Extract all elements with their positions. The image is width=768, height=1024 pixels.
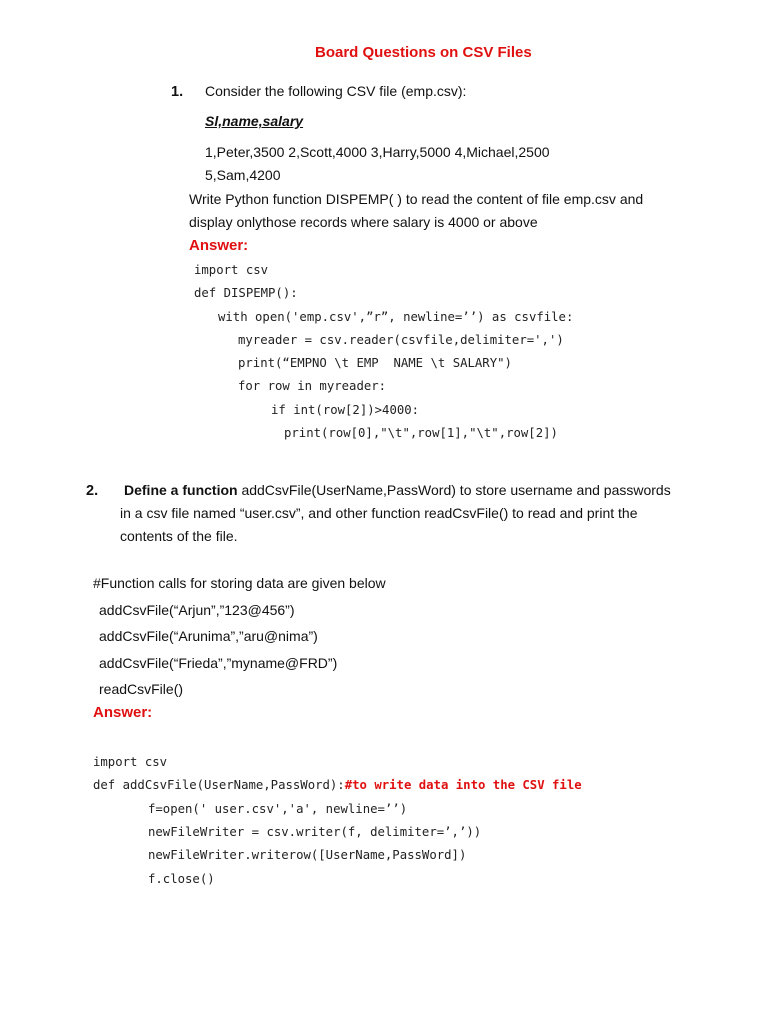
function-call: addCsvFile(“Arunima”,”aru@nima”) <box>99 628 318 644</box>
csv-rows-line-2: 5,Sam,4200 <box>205 167 281 183</box>
question-2-line-1 <box>124 482 671 498</box>
question-2-bold-prefix: Define a function <box>124 482 238 498</box>
code-line: myreader = csv.reader(csvfile,delimiter=',') <box>238 333 564 347</box>
code-line: with open('emp.csv',”r”, newline=’’) as csvfile: <box>218 310 574 324</box>
question-2-line-3: contents of the file. <box>120 528 238 544</box>
answer-label-2: Answer: <box>93 704 153 721</box>
question-2-number: 2. <box>86 483 99 499</box>
function-calls-comment: #Function calls for storing data are given below <box>93 575 386 591</box>
question-1-intro: Consider the following CSV file (emp.csv): <box>205 83 467 99</box>
code-line: def DISPEMP(): <box>194 286 298 300</box>
code-line: if int(row[2])>4000: <box>271 403 420 417</box>
answer-label-1: Answer: <box>189 237 249 254</box>
code-line: import csv <box>93 755 168 769</box>
code-line: for row in myreader: <box>238 379 387 393</box>
question-1-task-line-1: Write Python function DISPEMP( ) to read the content of file emp.csv and <box>189 191 644 207</box>
code-line: print(“EMPNO \t EMP NAME \t SALARY") <box>238 356 512 370</box>
question-2-line-1-rest: addCsvFile(UserName,PassWord) to store username and passwords <box>237 482 671 498</box>
question-2-line-2: in a csv file named “user.csv”, and other function readCsvFile() to read and print the <box>120 505 638 521</box>
code-line: newFileWriter = csv.writer(f, delimiter=’,’)) <box>148 825 482 839</box>
code-line: import csv <box>194 263 269 277</box>
code-line: f=open(' user.csv','a', newline=’’) <box>148 802 408 816</box>
code-line: f.close() <box>148 872 215 886</box>
function-call: addCsvFile(“Arjun”,”123@456”) <box>99 602 295 618</box>
page-title: Board Questions on CSV Files <box>315 44 532 61</box>
csv-rows-line-1: 1,Peter,3500 2,Scott,4000 3,Harry,5000 4,Michael,2500 <box>205 144 550 160</box>
code-line: print(row[0],"\t",row[1],"\t",row[2]) <box>284 426 558 440</box>
csv-header: Sl,name,salary <box>205 113 304 129</box>
code-line: newFileWriter.writerow([UserName,PassWord]) <box>148 848 467 862</box>
question-1-number: 1. <box>171 84 184 100</box>
code-text: def addCsvFile(UserName,PassWord): <box>93 778 345 792</box>
question-1-task-line-2: display onlythose records where salary is 4000 or above <box>189 214 538 230</box>
function-call: readCsvFile() <box>99 681 184 697</box>
function-call: addCsvFile(“Frieda”,”myname@FRD”) <box>99 655 338 671</box>
code-line-with-comment <box>93 778 582 792</box>
code-comment: #to write data into the CSV file <box>344 778 582 792</box>
